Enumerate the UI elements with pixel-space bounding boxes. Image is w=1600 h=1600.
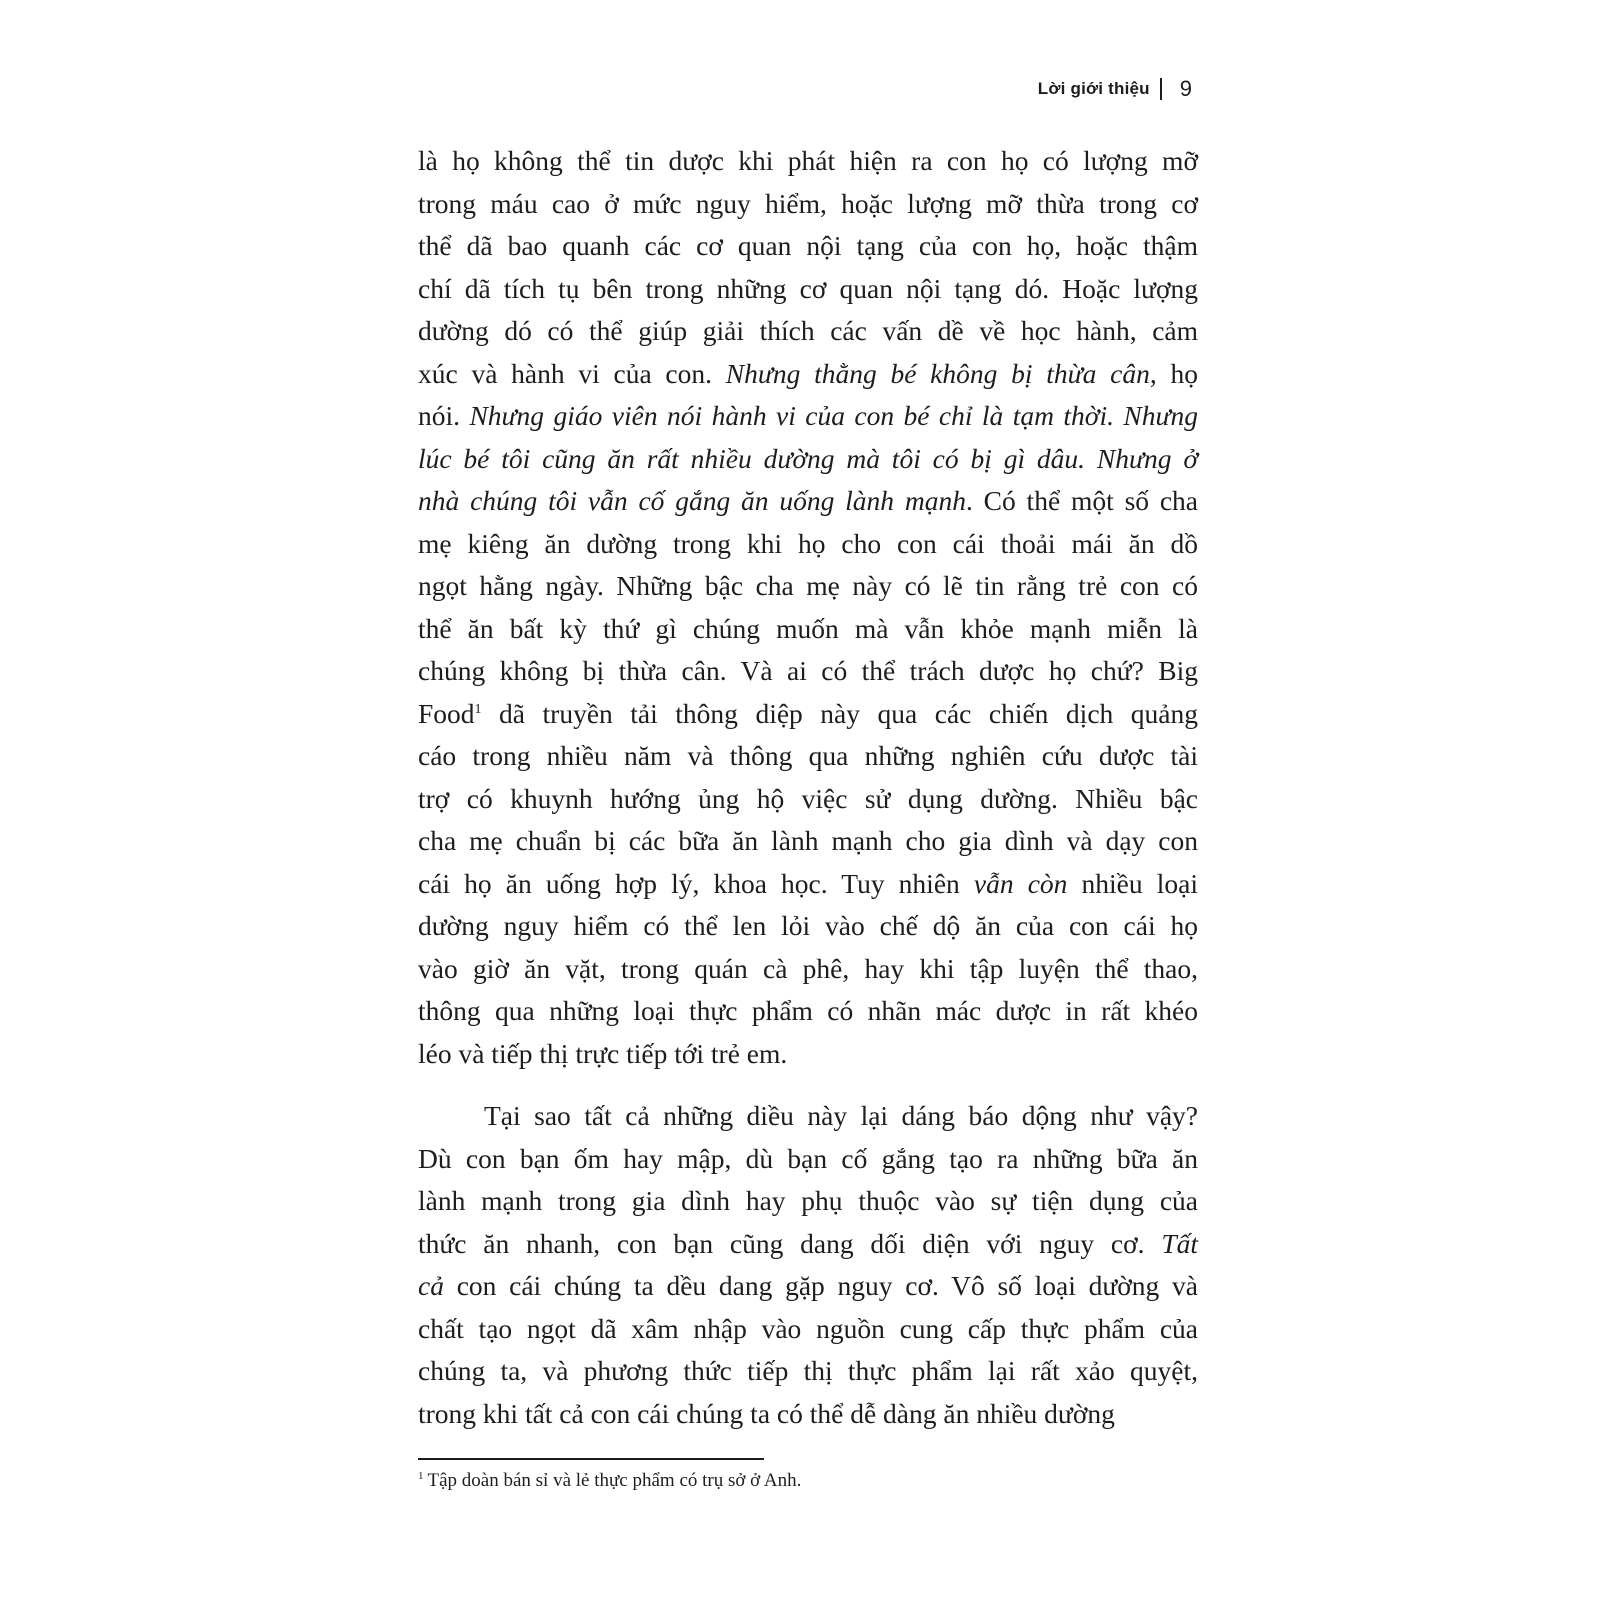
- text-line: [418, 310, 1198, 353]
- text-line: [418, 438, 1198, 481]
- footnote-marker: 1: [418, 1470, 424, 1482]
- footnote-reference: 1: [474, 701, 482, 717]
- paragraph: [418, 1095, 1198, 1435]
- text-segment: ngọt hằng ngày. Những bậc cha mẹ này có lẽ tin rằng trẻ con có: [418, 570, 1198, 601]
- text-line: [418, 523, 1198, 566]
- text-segment: nhiều loại: [1067, 867, 1198, 899]
- text-segment: dường dó có thể giúp giải thích các vấn dề về học hành, cảm: [418, 315, 1198, 346]
- running-header: [1038, 76, 1192, 102]
- text-segment: Food: [418, 697, 475, 729]
- text-line: [418, 778, 1198, 821]
- text-line: [418, 608, 1198, 651]
- chapter-title: Lời giới thiệu: [1037, 79, 1150, 98]
- footnote-divider: [418, 1458, 764, 1460]
- text-segment: lành mạnh trong gia dình hay phụ thuộc vào sự tiện dụng của: [418, 1185, 1198, 1216]
- text-segment: chất tạo ngọt dã xâm nhập vào nguồn cung cấp thực phẩm của: [418, 1312, 1198, 1344]
- italic-text: Nhưng giáo viên nói hành vi của con bé chỉ là tạm thời. Nhưng: [469, 400, 1198, 431]
- body-text: [418, 140, 1198, 1435]
- text-segment: . Có thể một số cha: [965, 485, 1198, 516]
- footnote-text: Tập doàn bán sỉ và lẻ thực phẩm có trụ sở ở Anh.: [427, 1470, 802, 1491]
- text-segment: xúc và hành vi của con.: [418, 357, 726, 389]
- text-line: [418, 820, 1198, 863]
- text-line: [418, 1265, 1198, 1308]
- text-segment: vào giờ ăn vặt, trong quán cà phê, hay khi tập luyện thể thao,: [418, 952, 1198, 984]
- text-line: [418, 1393, 1198, 1436]
- text-segment: léo và tiếp thị trực tiếp tới trẻ em.: [418, 1037, 788, 1069]
- italic-text: nhà chúng tôi vẫn cố gắng ăn uống lành mạnh: [418, 485, 966, 516]
- text-line: [418, 990, 1198, 1033]
- text-segment: Dù con bạn ốm hay mập, dù bạn cố gắng tạo ra những bữa ăn: [418, 1142, 1198, 1174]
- paragraph: [418, 140, 1198, 1075]
- italic-text: vẫn còn: [973, 867, 1068, 899]
- italic-text: lúc bé tôi cũng ăn rất nhiều dường mà tôi có bị gì dâu. Nhưng ở: [418, 442, 1198, 474]
- text-segment: trợ có khuynh hướng ủng hộ việc sử dụng dường. Nhiều bậc: [418, 782, 1198, 814]
- text-line: [418, 1350, 1198, 1393]
- text-segment: thể dã bao quanh các cơ quan nội tạng của con họ, hoặc thậm: [418, 230, 1198, 261]
- text-line: [418, 1095, 1198, 1138]
- text-line: [418, 1033, 1198, 1076]
- text-line: [418, 735, 1198, 778]
- text-segment: thông qua những loại thực phẩm có nhãn mác dược in rất khéo: [418, 995, 1198, 1026]
- text-line: [418, 183, 1198, 226]
- text-line: [418, 693, 1198, 736]
- text-line: [418, 1308, 1198, 1351]
- text-segment: thức ăn nhanh, con bạn cũng dang dối diện với nguy cơ.: [418, 1227, 1162, 1259]
- footnote: [418, 1470, 801, 1492]
- text-segment: trong máu cao ở mức nguy hiểm, hoặc lượng mỡ thừa trong cơ: [418, 187, 1198, 219]
- text-segment: dường nguy hiểm có thể len lỏi vào chế dộ ăn của con cái họ: [418, 910, 1198, 941]
- text-line: [418, 268, 1198, 311]
- text-line: [418, 140, 1198, 183]
- text-line: [418, 863, 1198, 906]
- header-divider: [1160, 78, 1162, 100]
- text-segment: mẹ kiêng ăn dường trong khi họ cho con cái thoải mái ăn dồ: [418, 527, 1198, 559]
- text-segment: cha mẹ chuẩn bị các bữa ăn lành mạnh cho gia dình và dạy con: [418, 825, 1198, 856]
- page-number: 9: [1179, 76, 1192, 101]
- text-segment: cái họ ăn uống hợp lý, khoa học. Tuy nhiên: [418, 867, 974, 899]
- text-line: [418, 395, 1198, 438]
- text-segment: con cái chúng ta dều dang gặp nguy cơ. Vô số loại dường và: [443, 1270, 1198, 1301]
- text-segment: trong khi tất cả con cái chúng ta có thể dễ dàng ăn nhiều dường: [418, 1397, 1115, 1429]
- italic-text: cả: [418, 1270, 444, 1301]
- text-line: [418, 353, 1198, 396]
- text-segment: chúng không bị thừa cân. Và ai có thể trách dược họ chứ? Big: [418, 655, 1198, 686]
- text-segment: cáo trong nhiều năm và thông qua những nghiên cứu dược tài: [418, 740, 1198, 771]
- text-segment: dã truyền tải thông diệp này qua các chiến dịch quảng: [481, 697, 1198, 729]
- text-line: [418, 1180, 1198, 1223]
- text-line: [418, 480, 1198, 523]
- italic-text: Tất: [1161, 1227, 1198, 1259]
- italic-text: Nhưng thằng bé không bị thừa cân: [725, 357, 1150, 389]
- text-segment: chí dã tích tụ bên trong những cơ quan nội tạng dó. Hoặc lượng: [418, 272, 1198, 304]
- text-line: [418, 1138, 1198, 1181]
- text-segment: chúng ta, và phương thức tiếp thị thực phẩm lại rất xảo quyệt,: [418, 1355, 1198, 1386]
- text-line: [418, 1223, 1198, 1266]
- text-segment: thể ăn bất kỳ thứ gì chúng muốn mà vẫn khỏe mạnh miễn là: [418, 612, 1198, 644]
- text-segment: nói.: [418, 400, 470, 431]
- text-line: [418, 650, 1198, 693]
- text-line: [418, 905, 1198, 948]
- text-segment: là họ không thể tin dược khi phát hiện ra con họ có lượng mỡ: [418, 145, 1198, 176]
- text-segment: Tại sao tất cả những diều này lại dáng báo dộng như vậy?: [484, 1100, 1198, 1131]
- text-line: [418, 225, 1198, 268]
- text-segment: , họ: [1149, 357, 1198, 389]
- text-line: [418, 948, 1198, 991]
- text-line: [418, 565, 1198, 608]
